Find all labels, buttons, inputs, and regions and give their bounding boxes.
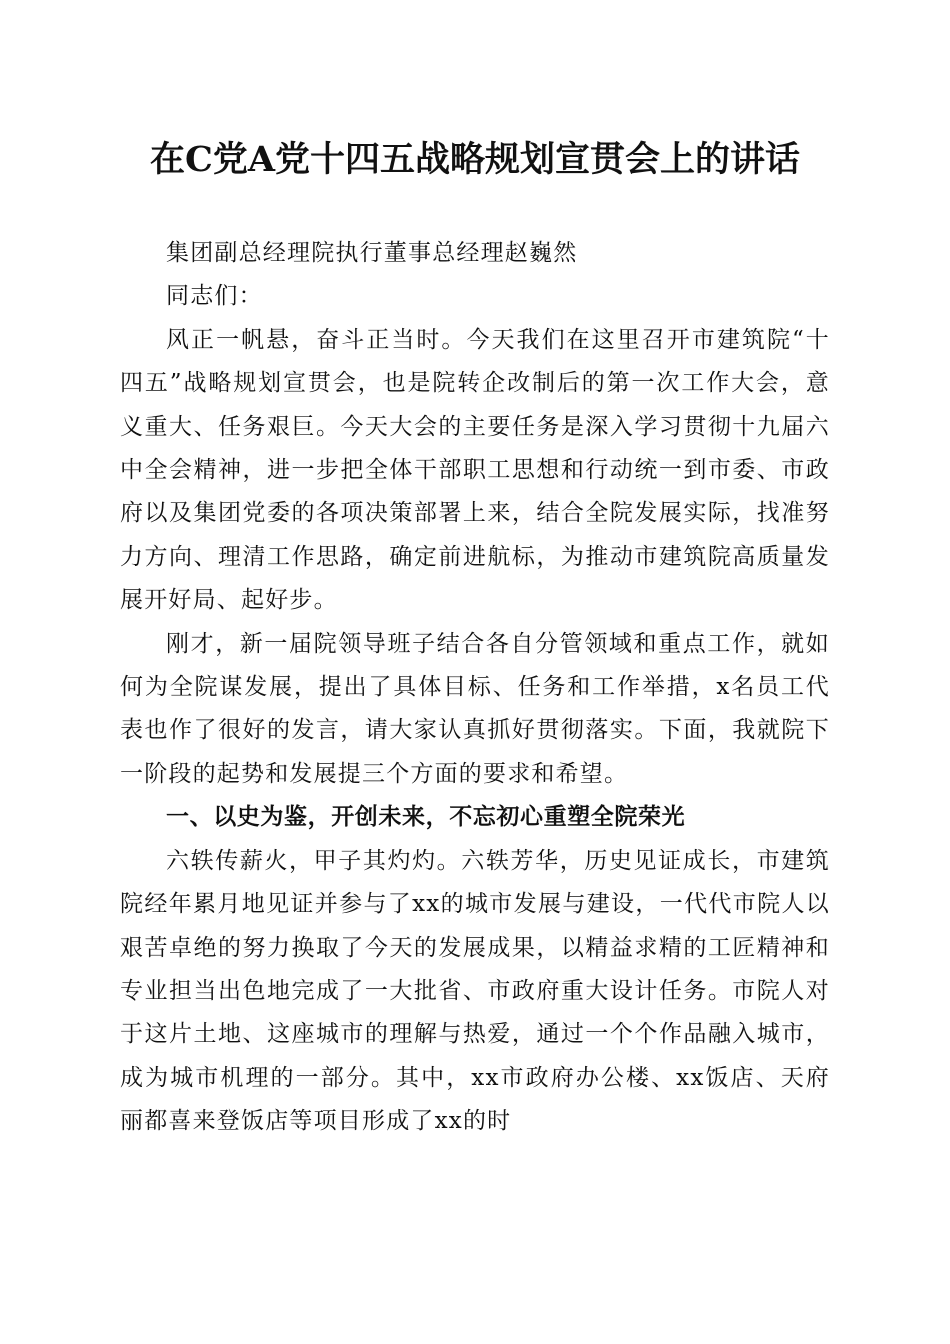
document-body <box>120 232 830 1144</box>
speaker-line: 集团副总经理院执行董事总经理赵巍然 <box>166 240 578 266</box>
paragraph-history: 六轶传薪火，甲子其灼灼。六轶芳华，历史见证成长，市建筑院经年累月地见证并参与了xx的城市发展与建设，一代代市院人以艰苦卓绝的努力换取了今天的发展成果，以精益求精的工匠精神和专业担当出色地完成了一大批省、市政府重大设计任务。市院人对于这片土地、这座城市的理解与热爱，通过一个个作品融入城市，成为城市机理的一部分。其中，xx市政府办公楼、xx饭店、天府丽都喜来登饭店等项目形成了xx的时 <box>120 847 830 1135</box>
document-title: 在C党A党十四五战略规划宣贯会上的讲话 <box>149 139 800 180</box>
paragraph-remarks: 刚才，新一届院领导班子结合各自分管领域和重点工作，就如何为全院谋发展，提出了具体目标、任务和工作举措，x名员工代表也作了很好的发言，请大家认真抓好贯彻落实。下面，我就院下一阶段的起势和发展提三个方面的要求和希望。 <box>120 630 830 787</box>
salutation: 同志们： <box>166 283 263 310</box>
section-heading: 一、以史为鉴，开创未来，不忘初心重塑全院荣光 <box>166 804 686 831</box>
paragraph-opening: 风正一帆悬，奋斗正当时。今天我们在这里召开市建筑院“十四五”战略规划宣贯会，也是院转企改制后的第一次工作大会，意义重大、任务艰巨。今天大会的主要任务是深入学习贯彻十九届六中全会精神，进一步把全体干部职工思想和行动统一到市委、市政府以及集团党委的各项决策部署上来，结合全院发展实际，找准努力方向、理清工作思路，确定前进航标，为推动市建筑院高质量发展开好局、起好步。 <box>120 326 830 614</box>
